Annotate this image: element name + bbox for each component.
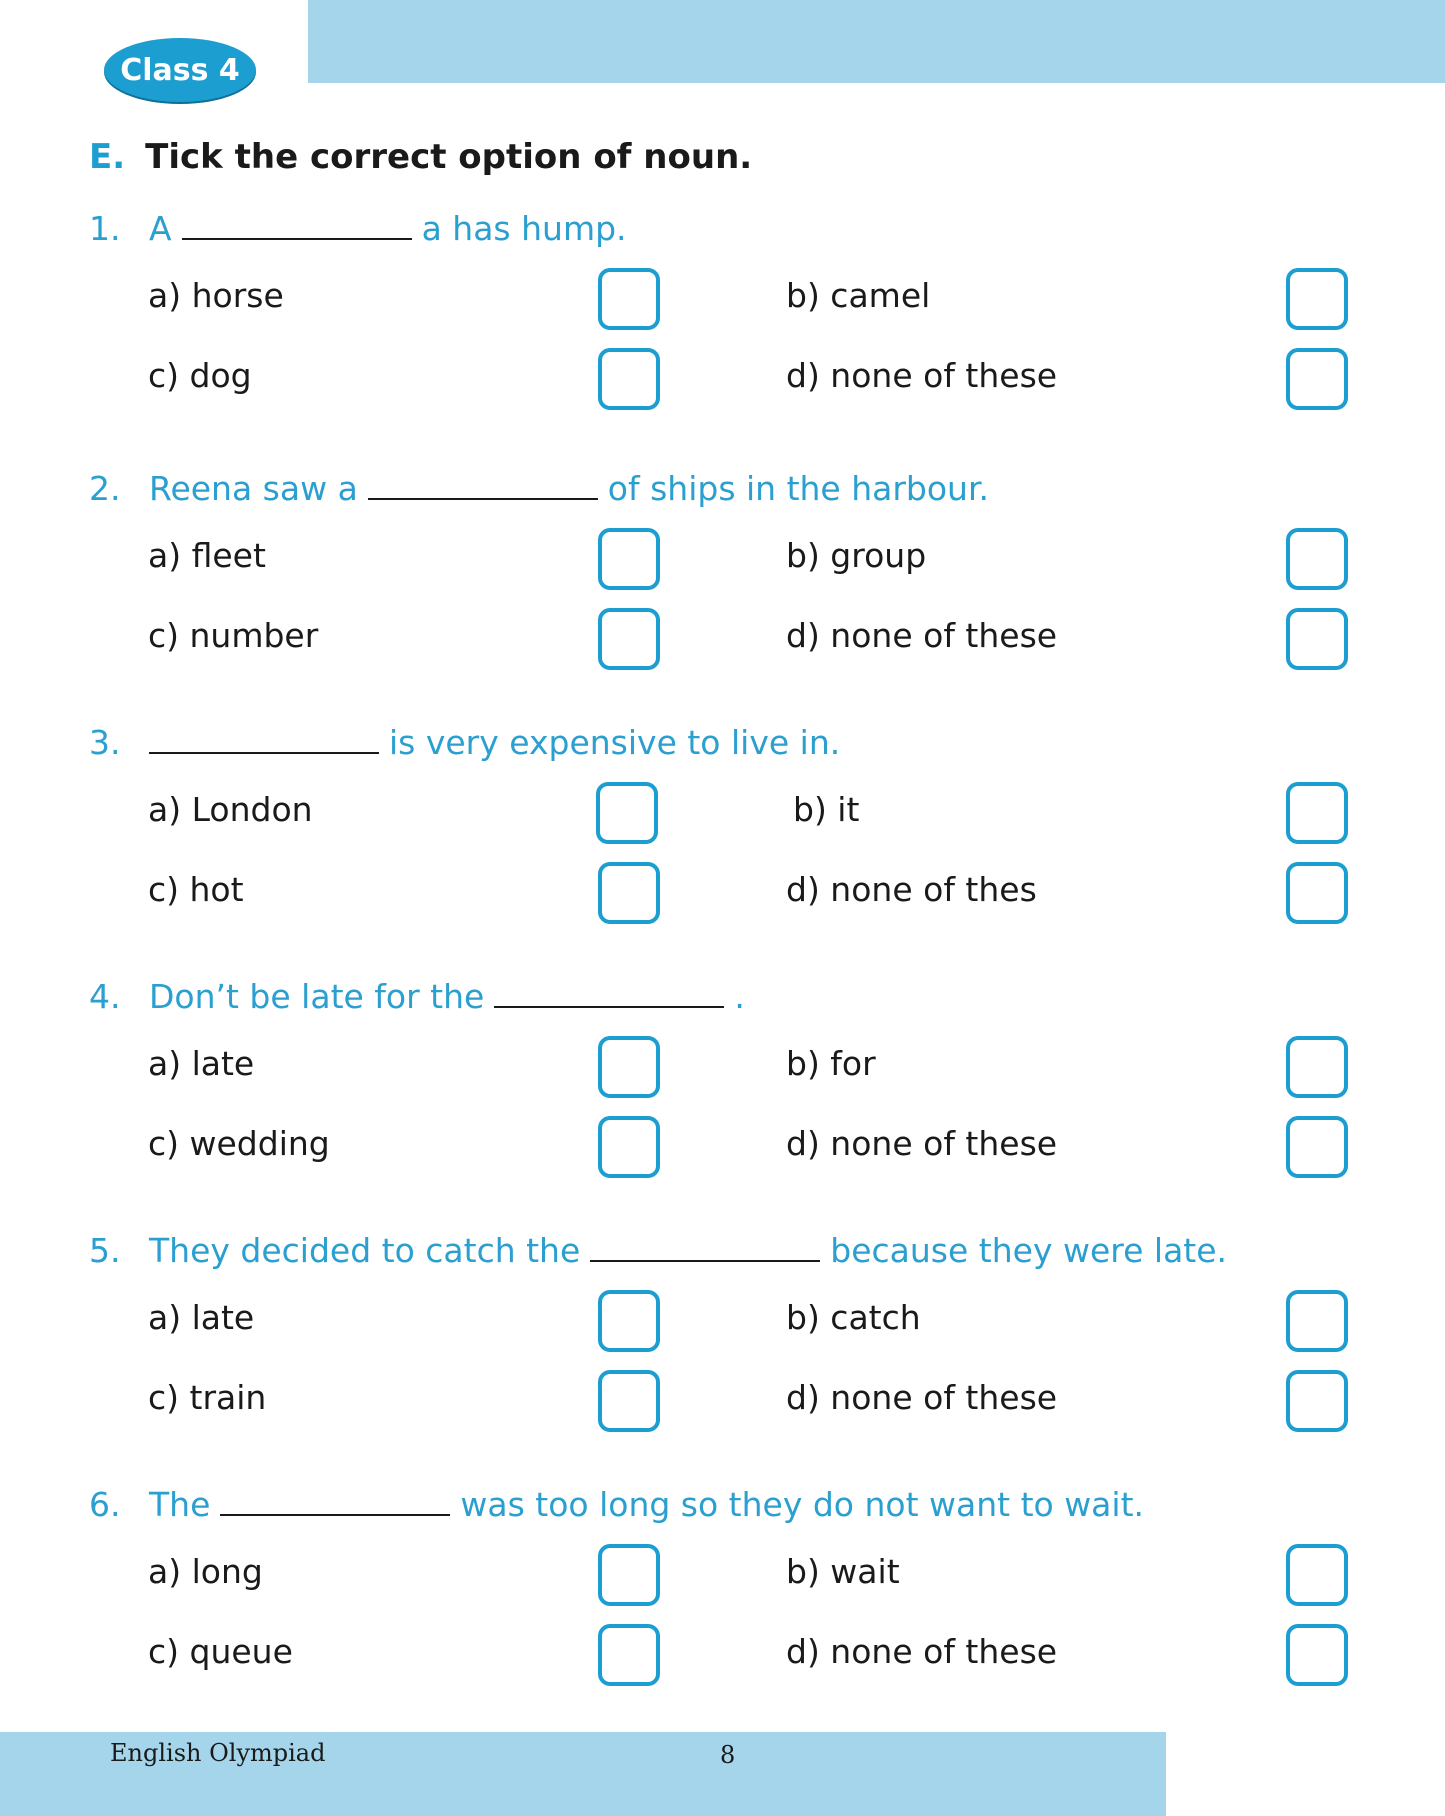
question-number: 6. [89,1485,121,1524]
option-b: b) it [793,790,860,829]
checkbox-q4-a[interactable] [598,1036,660,1098]
question-4 [89,976,745,1026]
question-number: 2. [89,469,121,508]
section-heading [89,137,752,177]
question-6 [89,1484,1144,1534]
checkbox-q5-c[interactable] [598,1370,660,1432]
answer-blank [149,722,379,754]
option-b: b) for [786,1044,876,1083]
checkbox-q1-b[interactable] [1286,268,1348,330]
checkbox-q3-d[interactable] [1286,862,1348,924]
top-header-band [308,0,1445,83]
question-2 [89,468,989,518]
checkbox-q1-c[interactable] [598,348,660,410]
option-c: c) train [148,1378,267,1417]
question-text-after: because they were late. [830,1231,1228,1270]
option-b: b) wait [786,1552,900,1591]
option-d: d) none of these [786,616,1058,655]
checkbox-q3-a[interactable] [596,782,658,844]
checkbox-q2-c[interactable] [598,608,660,670]
checkbox-q6-c[interactable] [598,1624,660,1686]
question-text-before: Reena saw a [149,469,358,508]
checkbox-q2-d[interactable] [1286,608,1348,670]
option-c: c) wedding [148,1124,330,1163]
option-d: d) none of these [786,1632,1058,1671]
option-a: a) long [148,1552,263,1591]
checkbox-q3-b[interactable] [1286,782,1348,844]
question-number: 3. [89,723,121,762]
option-a: a) late [148,1298,255,1337]
option-c: c) hot [148,870,244,909]
question-number: 5. [89,1231,121,1270]
option-d: d) none of these [786,356,1058,395]
option-a: a) fleet [148,536,266,575]
footer-book-title: English Olympiad [110,1739,326,1767]
question-text-after: is very expensive to live in. [389,723,841,762]
checkbox-q4-d[interactable] [1286,1116,1348,1178]
option-b: b) catch [786,1298,921,1337]
question-text-before: A [149,209,172,248]
question-text-before: The [149,1485,211,1524]
option-a: a) London [148,790,313,829]
option-d: d) none of these [786,1378,1058,1417]
question-number: 1. [89,209,121,248]
question-1 [89,208,627,258]
question-text-after: . [734,977,745,1016]
section-title: Tick the correct option of noun. [145,137,753,177]
answer-blank [590,1230,820,1262]
question-text-after: a has hump. [421,209,627,248]
option-d: d) none of these [786,1124,1058,1163]
checkbox-q6-a[interactable] [598,1544,660,1606]
answer-blank [368,468,598,500]
checkbox-q5-a[interactable] [598,1290,660,1352]
question-number: 4. [89,977,121,1016]
checkbox-q5-d[interactable] [1286,1370,1348,1432]
option-d: d) none of thes [786,870,1037,909]
option-a: a) late [148,1044,255,1083]
checkbox-q6-b[interactable] [1286,1544,1348,1606]
section-letter: E. [89,137,126,177]
answer-blank [494,976,724,1008]
question-text-after: of ships in the harbour. [607,469,990,508]
checkbox-q1-a[interactable] [598,268,660,330]
question-text-before: They decided to catch the [149,1231,581,1270]
answer-blank [182,208,412,240]
question-text-after: was too long so they do not want to wait. [460,1485,1144,1524]
checkbox-q2-b[interactable] [1286,528,1348,590]
checkbox-q4-c[interactable] [598,1116,660,1178]
checkbox-q4-b[interactable] [1286,1036,1348,1098]
question-text-before: Don’t be late for the [149,977,485,1016]
checkbox-q3-c[interactable] [598,862,660,924]
class-badge: Class 4 [104,38,256,102]
page-number: 8 [720,1741,736,1769]
option-b: b) group [786,536,927,575]
option-c: c) queue [148,1632,293,1671]
checkbox-q1-d[interactable] [1286,348,1348,410]
option-b: b) camel [786,276,931,315]
checkbox-q2-a[interactable] [598,528,660,590]
option-c: c) number [148,616,319,655]
answer-blank [220,1484,450,1516]
option-a: a) horse [148,276,284,315]
checkbox-q5-b[interactable] [1286,1290,1348,1352]
question-3 [89,722,840,772]
checkbox-q6-d[interactable] [1286,1624,1348,1686]
option-c: c) dog [148,356,252,395]
question-5 [89,1230,1227,1280]
